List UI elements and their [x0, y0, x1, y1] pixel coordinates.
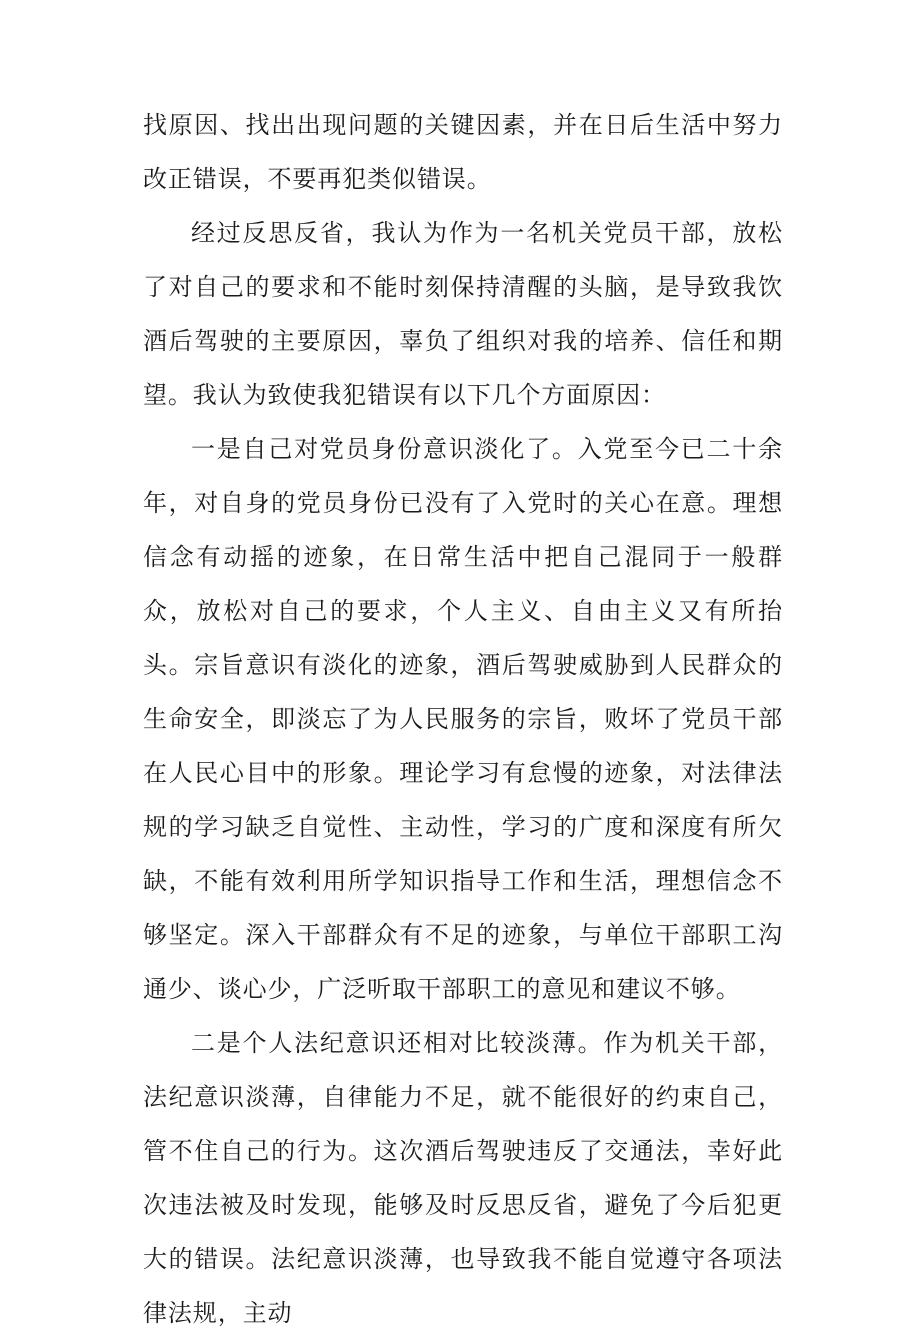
paragraph-4: 二是个人法纪意识还相对比较淡薄。作为机关干部，法纪意识淡薄，自律能力不足，就不能很好的约束自己，管不住自己的行为。这次酒后驾驶违反了交通法，幸好此次违法被及时发现，能够及时反思反省，避免了今后犯更大的错误。法纪意识淡薄，也导致我不能自觉遵守各项法律法规，主动	[143, 1029, 783, 1327]
document-body	[143, 98, 783, 1340]
paragraph-3: 一是自己对党员身份意识淡化了。入党至今已二十余年，对自身的党员身份已没有了入党时的关心在意。理想信念有动摇的迹象，在日常生活中把自己混同于一般群众，放松对自己的要求，个人主义、自由主义又有所抬头。宗旨意识有淡化的迹象，酒后驾驶威胁到人民群众的生命安全，即淡忘了为人民服务的宗旨，败坏了党员干部在人民心目中的形象。理论学习有怠慢的迹象，对法律法规的学习缺乏自觉性、主动性，学习的广度和深度有所欠缺，不能有效利用所学知识指导工作和生活，理想信念不够坚定。深入干部群众有不足的迹象，与单位干部职工沟通少、谈心少，广泛听取干部职工的意见和建议不够。	[143, 435, 783, 1003]
paragraph-1: 找原因、找出出现问题的关键因素，并在日后生活中努力改正错误，不要再犯类似错误。	[143, 111, 783, 193]
paragraph-2: 经过反思反省，我认为作为一名机关党员干部，放松了对自己的要求和不能时刻保持清醒的头脑，是导致我饮酒后驾驶的主要原因，辜负了组织对我的培养、信任和期望。我认为致使我犯错误有以下几个方面原因：	[143, 219, 783, 409]
